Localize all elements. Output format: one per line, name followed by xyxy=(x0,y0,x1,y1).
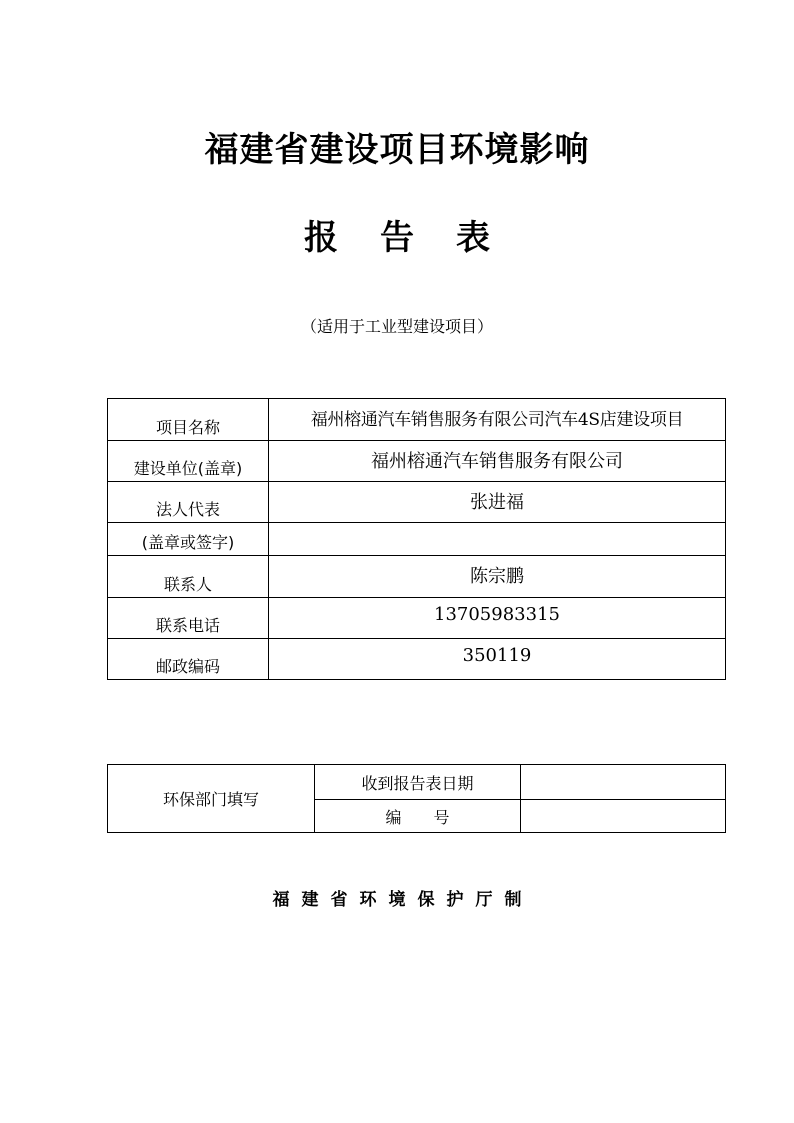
table-row xyxy=(108,523,726,556)
contact-phone-label: 联系电话 xyxy=(108,598,269,639)
footer-char: 境 xyxy=(388,890,406,910)
table-row xyxy=(108,482,726,523)
table-row xyxy=(108,765,726,800)
project-info-table xyxy=(107,398,726,680)
footer-char: 建 xyxy=(301,890,319,910)
contact-person-label: 联系人 xyxy=(108,556,269,598)
project-name-value: 福州榕通汽车销售服务有限公司汽车4S店建设项目 xyxy=(269,399,726,441)
postal-code-value: 350119 xyxy=(269,639,726,680)
footer-char: 省 xyxy=(330,890,348,910)
document-subtitle-report-form xyxy=(0,210,794,259)
footer-char: 厅 xyxy=(475,890,493,910)
issuer-footer xyxy=(0,885,794,910)
dept-fill-label: 环保部门填写 xyxy=(108,765,315,833)
received-date-label: 收到报告表日期 xyxy=(315,765,521,800)
title-char: 报 xyxy=(304,218,338,258)
number-value xyxy=(521,800,726,833)
environmental-dept-table xyxy=(107,764,726,833)
legal-representative-label: 法人代表 xyxy=(108,482,269,523)
table-row xyxy=(108,399,726,441)
footer-char: 福 xyxy=(272,890,290,910)
document-title: 福建省建设项目环境影响 xyxy=(204,130,590,170)
postal-code-label: 邮政编码 xyxy=(108,639,269,680)
project-name-label: 项目名称 xyxy=(108,399,269,441)
table-row xyxy=(108,639,726,680)
footer-char: 制 xyxy=(504,890,522,910)
construction-unit-label: 建设单位(盖章) xyxy=(108,441,269,482)
seal-or-signature-label: (盖章或签字) xyxy=(108,523,269,556)
received-date-value xyxy=(521,765,726,800)
seal-or-signature-value xyxy=(269,523,726,556)
table-row xyxy=(108,441,726,482)
title-char: 告 xyxy=(380,218,414,258)
table-row xyxy=(108,598,726,639)
legal-representative-value: 张进福 xyxy=(269,482,726,523)
footer-char: 护 xyxy=(446,890,464,910)
number-label: 编 号 xyxy=(315,800,521,833)
title-char: 表 xyxy=(456,218,490,258)
construction-unit-value: 福州榕通汽车销售服务有限公司 xyxy=(269,441,726,482)
applicability-note: （适用于工业型建设项目） xyxy=(300,317,493,336)
table-row xyxy=(108,556,726,598)
contact-person-value: 陈宗鹏 xyxy=(269,556,726,598)
contact-phone-value: 13705983315 xyxy=(269,598,726,639)
footer-char: 保 xyxy=(417,890,435,910)
footer-char: 环 xyxy=(359,890,377,910)
